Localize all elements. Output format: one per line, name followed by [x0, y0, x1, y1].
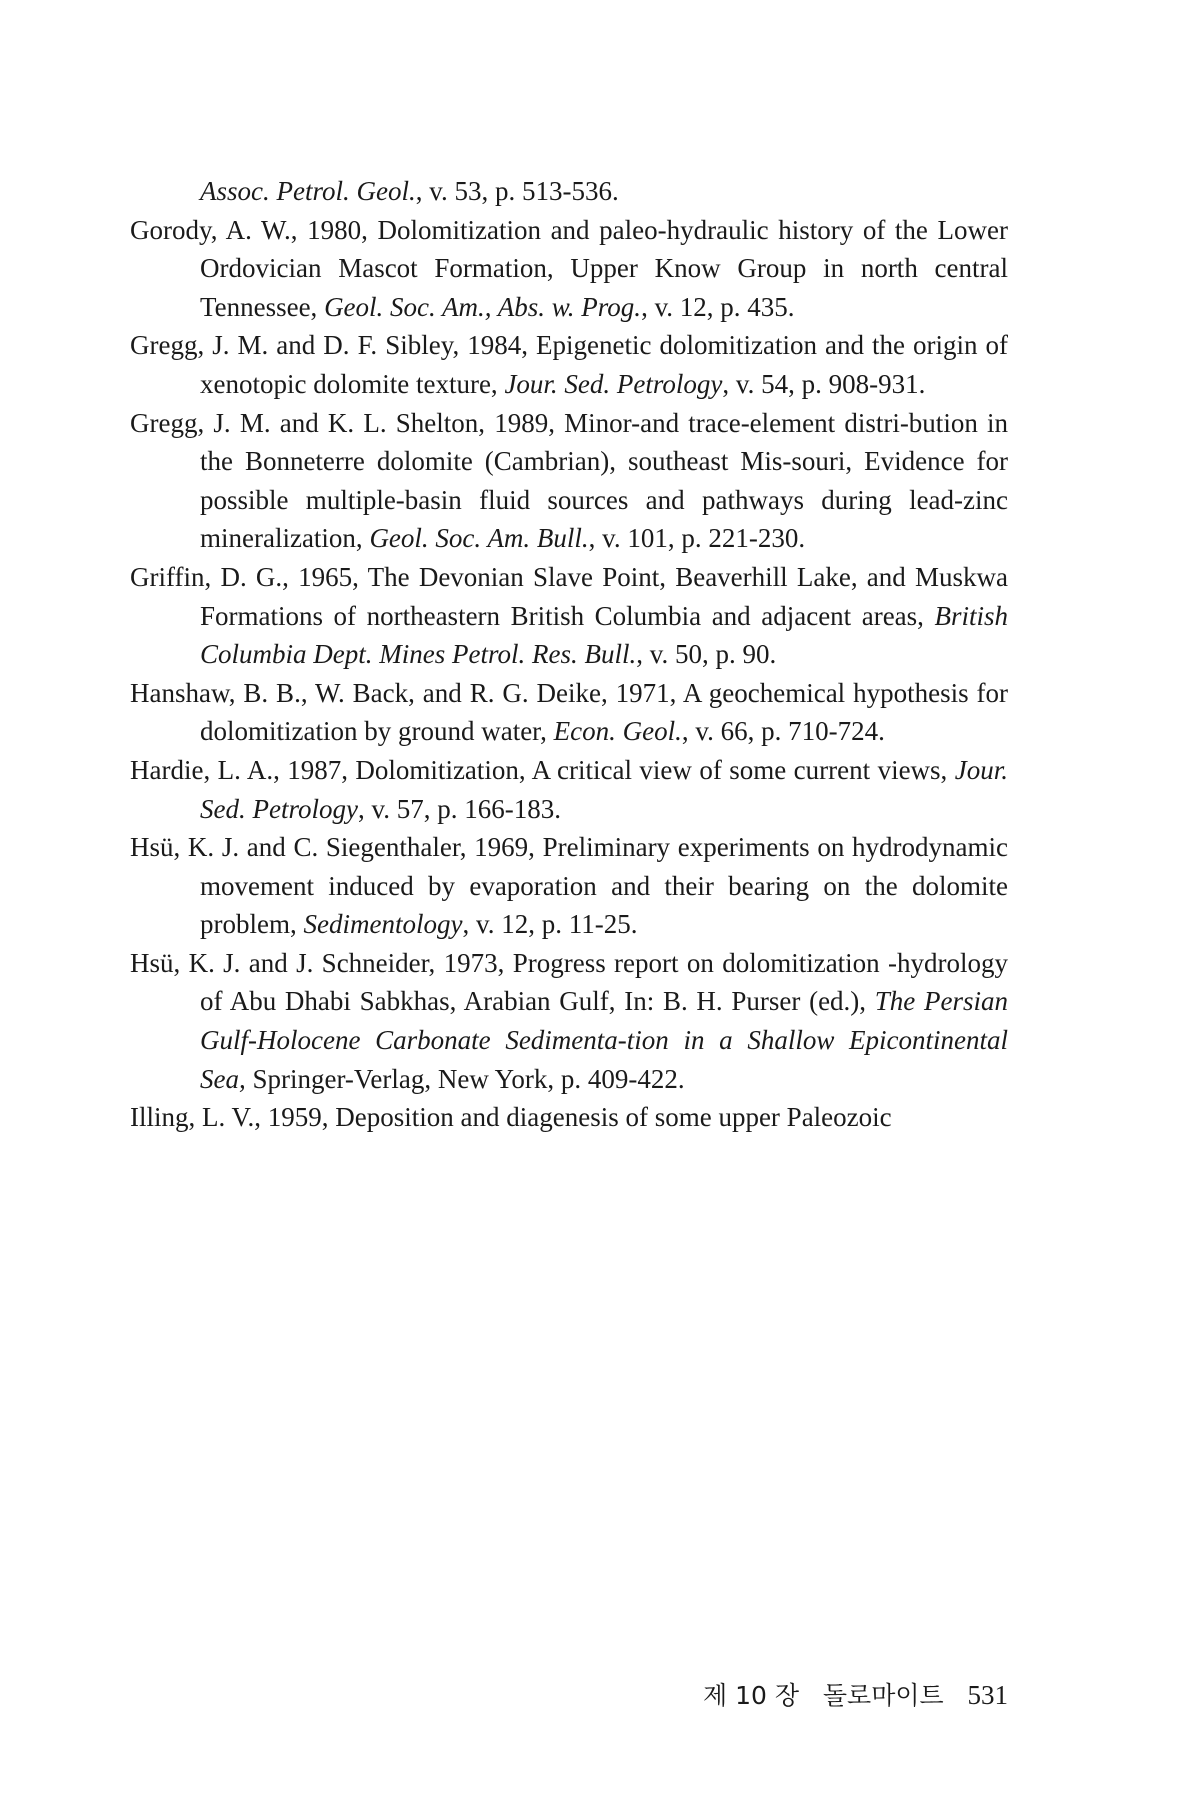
reference-text: Hsü, K. J. and C. Siegenthaler, 1969, Preliminary experiments on hydrodynamic movement induced by evaporation and their bearing on the dolomite problem,: [130, 832, 1008, 940]
reference-entry: [130, 326, 1008, 403]
reference-text: , v. 66, p. 710-724.: [681, 716, 885, 747]
reference-entry: [130, 404, 1008, 558]
reference-text: Gregg, J. M. and D. F. Sibley, 1984, Epigenetic dolomitization and the origin of xenotopic dolomite texture,: [130, 330, 1008, 399]
reference-entry: [130, 828, 1008, 944]
reference-entry: [130, 944, 1008, 1098]
reference-entry: [130, 674, 1008, 751]
reference-text: , v. 54, p. 908-931.: [722, 368, 926, 399]
reference-entry-continued: [130, 172, 1008, 211]
reference-source-title: Econ. Geol.: [553, 716, 682, 747]
reference-source-title: Jour. Sed. Petrology: [200, 754, 1008, 824]
reference-text: Springer-Verlag, New York, p. 409-422.: [245, 1063, 685, 1094]
reference-text: , v. 12, p. 11-25.: [462, 909, 638, 940]
reference-source-title: Geol. Soc. Am., Abs. w. Prog.: [324, 291, 642, 322]
reference-source-title: Assoc. Petrol. Geol.: [200, 176, 416, 206]
reference-source-title: Geol. Soc. Am. Bull.: [369, 523, 589, 554]
reference-entry: [130, 211, 1008, 327]
reference-text: , v. 53, p. 513-536.: [415, 176, 619, 206]
reference-entry: [130, 1098, 1008, 1137]
reference-text: , v. 101, p. 221-230.: [588, 523, 806, 554]
reference-text: Illing, L. V., 1959, Deposition and diagenesis of some upper Paleozoic: [130, 1102, 892, 1133]
reference-text: Griffin, D. G., 1965, The Devonian Slave Point, Beaverhill Lake, and Muskwa Formations of northeastern British Columbia and adjacent areas,: [130, 561, 1008, 631]
reference-source-title: British Columbia Dept. Mines Petrol. Res. Bull.: [200, 600, 1008, 670]
reference-entry: [130, 558, 1008, 674]
reference-text: , v. 12, p. 435.: [641, 291, 795, 322]
reference-source-title: The Persian Gulf-Holocene Carbonate Sedimenta-tion in a Shallow Epicontinental Sea,: [200, 986, 1008, 1094]
reference-text: Gorody, A. W., 1980, Dolomitization and paleo-hydraulic history of the Lower Ordovician Mascot Formation, Upper Know Group in north central Tennessee,: [130, 214, 1008, 322]
reference-text: Hanshaw, B. B., W. Back, and R. G. Deike, 1971, A geochemical hypothesis for dolomitization by ground water,: [130, 677, 1008, 747]
reference-text: , v. 50, p. 90.: [636, 639, 777, 670]
chapter-label: 제 10 장: [703, 1681, 800, 1710]
reference-list: [130, 172, 1008, 1137]
reference-text: Hsü, K. J. and J. Schneider, 1973, Progress report on dolomitization -hydrology of Abu Dhabi Sabkhas, Arabian Gulf, In: B. H. Purser (ed.),: [130, 947, 1008, 1017]
reference-entry: [130, 751, 1008, 828]
reference-text: , v. 57, p. 166-183.: [357, 793, 561, 824]
page-number: 531: [967, 1680, 1008, 1710]
chapter-title: 돌로마이트: [822, 1681, 944, 1710]
reference-text: Hardie, L. A., 1987, Dolomitization, A critical view of some current views,: [130, 754, 955, 785]
page-footer: [640, 1676, 1008, 1712]
reference-source-title: Sedimentology: [303, 909, 463, 940]
reference-source-title: Jour. Sed. Petrology: [504, 368, 723, 399]
reference-text: Gregg, J. M. and K. L. Shelton, 1989, Minor-and trace-element distri-bution in the Bonneterre dolomite (Cambrian), southeast Mis-souri, Evidence for possible multiple-basin fluid sources and pathways during lead-zinc mineralization,: [130, 407, 1008, 554]
